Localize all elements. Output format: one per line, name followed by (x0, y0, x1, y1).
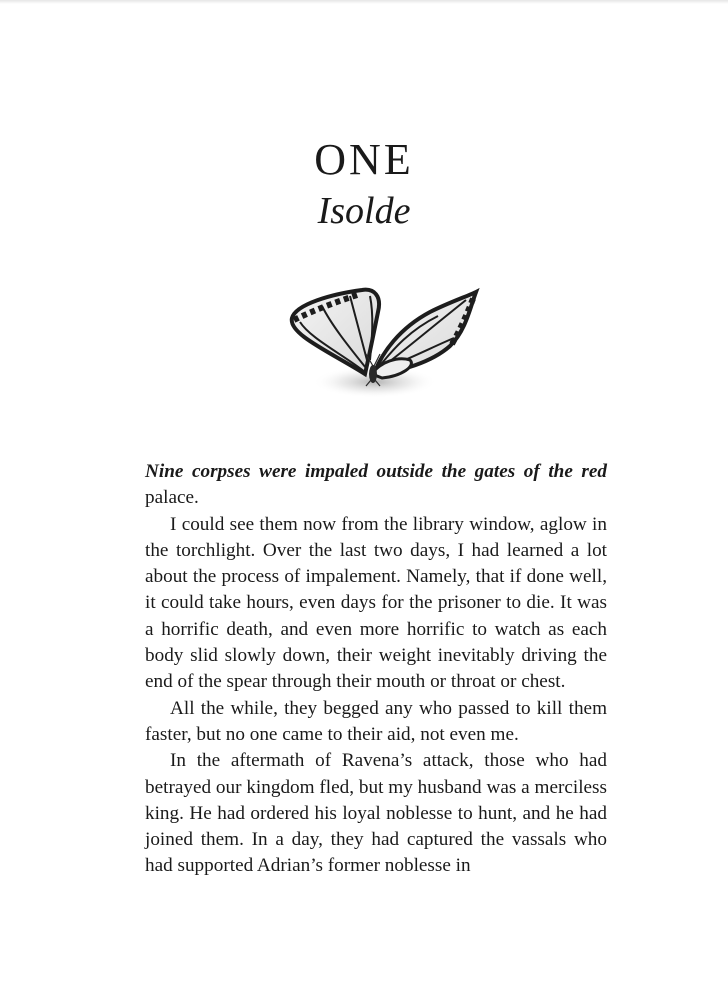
page-top-edge (0, 0, 728, 4)
butterfly-icon (270, 282, 485, 422)
body-paragraph: In the aftermath of Ravena’s attack, those who had betrayed our kingdom fled, but my husband was a merciless king. He had ordered his loyal noblesse to hunt, and he had joined them. In a day, they had captured the vassals who had supported Adrian’s former noblesse in (145, 750, 607, 877)
body-paragraph: I could see them now from the library window, aglow in the torchlight. Over the last two days, I had learned a lot about the process of impalement. Namely, that if done well, it could take hours, even days for the prisoner to die. It was a horrific death, and even more horrific to watch as each body slid slowly down, their weight inevitably driving the end of the spear through their mouth or throat or chest. (145, 513, 607, 693)
chapter-title: Isolde (317, 190, 411, 232)
opening-paragraph (145, 459, 607, 512)
opening-remainder: palace. (145, 487, 199, 509)
body-paragraph: All the while, they begged any who passed to kill them faster, but no one came to their aid, not even me. (145, 697, 607, 745)
chapter-number: ONE (314, 135, 414, 184)
opening-lead-in: Nine corpses were impaled outside the gates of the red (145, 461, 607, 482)
chapter-body (145, 459, 607, 880)
